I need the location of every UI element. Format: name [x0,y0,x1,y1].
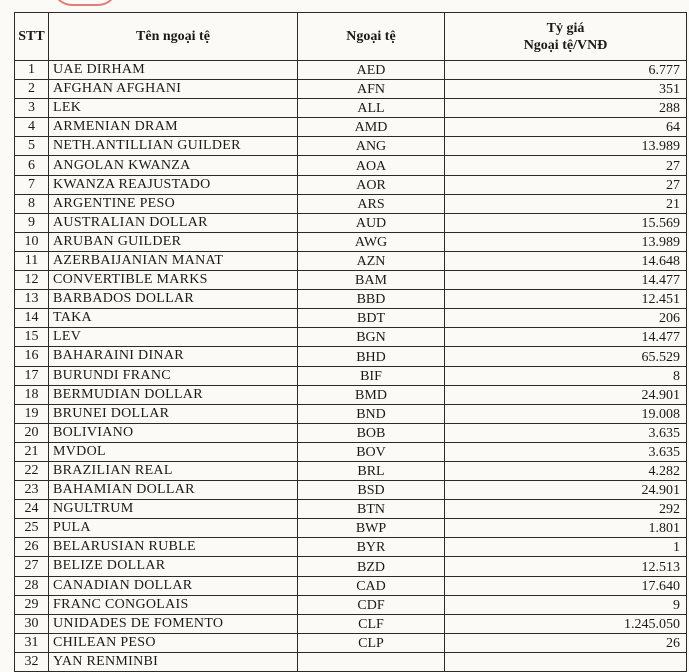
row-rate: 24.901 [445,385,687,404]
row-rate: 3.635 [445,423,687,442]
table-row [15,538,687,557]
row-rate: 4.282 [445,461,687,480]
row-currency-code: BND [298,404,445,423]
row-currency-name: BAHAMIAN DOLLAR [49,481,298,500]
row-stt: 11 [15,251,49,270]
row-rate: 13.989 [445,137,687,156]
table-row [15,156,687,175]
row-rate: 13.989 [445,232,687,251]
row-rate: 27 [445,175,687,194]
row-rate: 288 [445,99,687,118]
header-currency-name: Tên ngoại tệ [49,13,298,61]
row-currency-name: YAN RENMINBI [49,652,298,671]
row-rate: 24.901 [445,481,687,500]
row-currency-name: ARGENTINE PESO [49,194,298,213]
table-row [15,652,687,671]
row-currency-code: BHD [298,347,445,366]
row-currency-name: BRAZILIAN REAL [49,461,298,480]
table-row [15,328,687,347]
row-currency-name: FRANC CONGOLAIS [49,595,298,614]
row-stt: 23 [15,481,49,500]
row-currency-name: CONVERTIBLE MARKS [49,271,298,290]
row-stt: 8 [15,194,49,213]
row-rate: 26 [445,633,687,652]
table-row [15,481,687,500]
row-currency-name: UNIDADES DE FOMENTO [49,614,298,633]
row-rate: 351 [445,80,687,99]
row-currency-code: CLP [298,633,445,652]
row-currency-code: BYR [298,538,445,557]
row-currency-code: AED [298,61,445,80]
header-currency-code: Ngoại tệ [298,13,445,61]
row-rate: 1.245.050 [445,614,687,633]
row-currency-name: BELIZE DOLLAR [49,557,298,576]
table-row [15,175,687,194]
row-currency-code: BBD [298,290,445,309]
row-currency-code: BRL [298,461,445,480]
table-row [15,80,687,99]
row-currency-name: PULA [49,519,298,538]
row-currency-name: AFGHAN AFGHANI [49,80,298,99]
row-rate: 14.477 [445,328,687,347]
row-currency-code: AMD [298,118,445,137]
table-row [15,423,687,442]
row-currency-code: BOV [298,442,445,461]
header-rate [445,13,687,61]
row-currency-code: ARS [298,194,445,213]
row-currency-name: AZERBAIJANIAN MANAT [49,251,298,270]
header-rate-line1: Tỷ giá [546,20,585,36]
row-stt: 26 [15,538,49,557]
row-currency-name: BURUNDI FRANC [49,366,298,385]
row-rate: 6.777 [445,61,687,80]
row-stt: 27 [15,557,49,576]
row-stt: 15 [15,328,49,347]
table-row [15,271,687,290]
row-currency-code: AFN [298,80,445,99]
row-stt: 7 [15,175,49,194]
row-currency-name: ARMENIAN DRAM [49,118,298,137]
row-rate: 17.640 [445,576,687,595]
row-rate: 65.529 [445,347,687,366]
row-currency-code: BWP [298,519,445,538]
row-stt: 5 [15,137,49,156]
row-rate: 8 [445,366,687,385]
row-rate: 64 [445,118,687,137]
row-stt: 22 [15,461,49,480]
row-stt: 20 [15,423,49,442]
table-row [15,309,687,328]
row-stt: 9 [15,213,49,232]
row-rate: 14.648 [445,251,687,270]
row-stt: 3 [15,99,49,118]
header-stt: STT [15,13,49,61]
row-currency-code: CDF [298,595,445,614]
table-row [15,232,687,251]
row-stt: 32 [15,652,49,671]
table-row [15,385,687,404]
row-currency-name: TAKA [49,309,298,328]
row-stt: 1 [15,61,49,80]
row-rate [445,652,687,671]
row-currency-name: NETH.ANTILLIAN GUILDER [49,137,298,156]
row-currency-name: BELARUSIAN RUBLE [49,538,298,557]
row-rate: 12.451 [445,290,687,309]
table-row [15,251,687,270]
table-row [15,442,687,461]
row-rate: 15.569 [445,213,687,232]
row-stt: 21 [15,442,49,461]
table-row [15,633,687,652]
header-rate-line2: Ngoại tệ/VNĐ [523,37,608,53]
table-row [15,557,687,576]
row-currency-name: BAHARAINI DINAR [49,347,298,366]
row-currency-name: BOLIVIANO [49,423,298,442]
row-currency-name: NGULTRUM [49,500,298,519]
table-row [15,347,687,366]
row-rate: 292 [445,500,687,519]
row-currency-name: BRUNEI DOLLAR [49,404,298,423]
row-currency-name: CANADIAN DOLLAR [49,576,298,595]
row-currency-code: BAM [298,271,445,290]
row-rate: 1.801 [445,519,687,538]
row-currency-code: AOR [298,175,445,194]
table-row [15,213,687,232]
row-currency-code: AUD [298,213,445,232]
table-row [15,194,687,213]
row-currency-code: BMD [298,385,445,404]
row-currency-code: CAD [298,576,445,595]
row-currency-code [298,652,445,671]
table-row [15,576,687,595]
row-currency-name: UAE DIRHAM [49,61,298,80]
row-stt: 31 [15,633,49,652]
row-stt: 6 [15,156,49,175]
row-stt: 14 [15,309,49,328]
row-stt: 13 [15,290,49,309]
row-stt: 4 [15,118,49,137]
table-row [15,500,687,519]
row-stt: 29 [15,595,49,614]
row-stt: 24 [15,500,49,519]
row-currency-code: BOB [298,423,445,442]
table-row [15,137,687,156]
table-row [15,519,687,538]
row-currency-name: MVDOL [49,442,298,461]
row-rate: 27 [445,156,687,175]
row-rate: 206 [445,309,687,328]
row-rate: 9 [445,595,687,614]
row-rate: 21 [445,194,687,213]
row-stt: 19 [15,404,49,423]
row-currency-name: BARBADOS DOLLAR [49,290,298,309]
row-currency-code: BGN [298,328,445,347]
row-currency-name: ARUBAN GUILDER [49,232,298,251]
table-row [15,290,687,309]
row-currency-name: BERMUDIAN DOLLAR [49,385,298,404]
row-currency-code: AZN [298,251,445,270]
row-currency-code: AWG [298,232,445,251]
row-rate: 19.008 [445,404,687,423]
row-stt: 25 [15,519,49,538]
table-row [15,404,687,423]
row-currency-name: AUSTRALIAN DOLLAR [49,213,298,232]
row-currency-code: CLF [298,614,445,633]
table-header-row [15,13,687,61]
row-stt: 2 [15,80,49,99]
row-stt: 30 [15,614,49,633]
row-currency-name: KWANZA REAJUSTADO [49,175,298,194]
table-row [15,461,687,480]
row-currency-name: LEK [49,99,298,118]
row-rate: 1 [445,538,687,557]
table-row [15,595,687,614]
row-currency-name: LEV [49,328,298,347]
exchange-rate-table [14,12,687,672]
row-currency-code: BDT [298,309,445,328]
table-row [15,614,687,633]
row-stt: 12 [15,271,49,290]
stamp-seal-fragment [52,0,118,6]
row-rate: 3.635 [445,442,687,461]
row-currency-code: BTN [298,500,445,519]
row-stt: 18 [15,385,49,404]
table-row [15,366,687,385]
row-currency-name: ANGOLAN KWANZA [49,156,298,175]
row-stt: 28 [15,576,49,595]
row-currency-code: BIF [298,366,445,385]
row-currency-code: BSD [298,481,445,500]
table-row [15,118,687,137]
table-row [15,61,687,80]
row-stt: 16 [15,347,49,366]
row-currency-code: AOA [298,156,445,175]
row-rate: 12.513 [445,557,687,576]
row-currency-code: ANG [298,137,445,156]
row-rate: 14.477 [445,271,687,290]
row-stt: 10 [15,232,49,251]
table-row [15,99,687,118]
row-currency-code: ALL [298,99,445,118]
row-currency-code: BZD [298,557,445,576]
row-currency-name: CHILEAN PESO [49,633,298,652]
row-stt: 17 [15,366,49,385]
